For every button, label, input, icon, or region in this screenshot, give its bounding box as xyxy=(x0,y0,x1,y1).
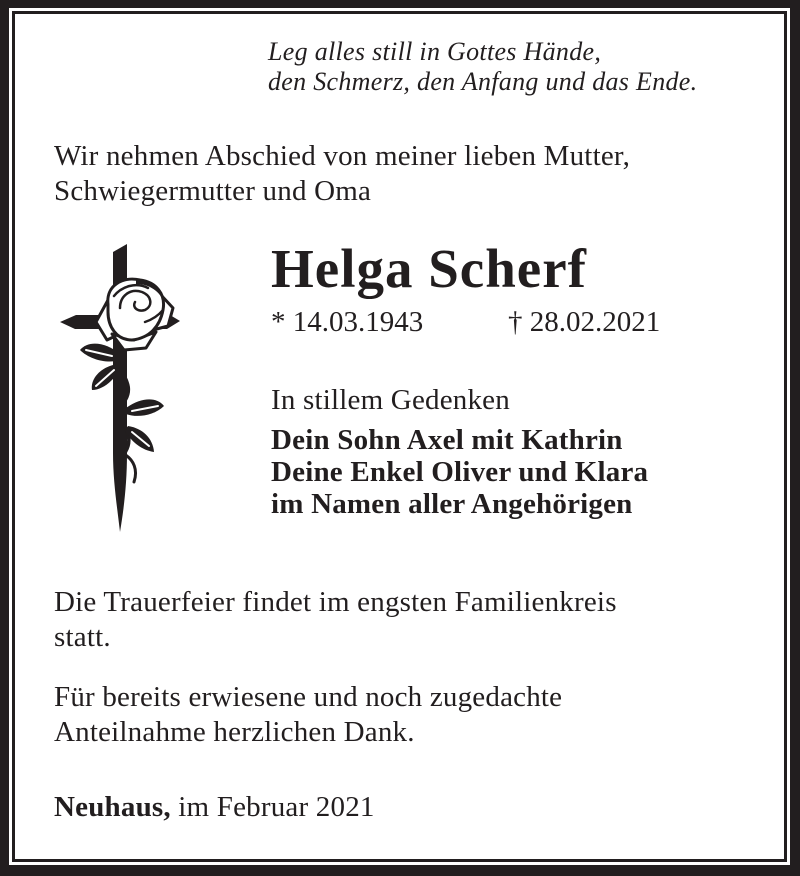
mourner-line-3: im Namen aller Angehörigen xyxy=(271,488,633,520)
thanks-note-line-2: Anteilnahme herzlichen Dank. xyxy=(54,716,415,748)
epigraph-line-2: den Schmerz, den Anfang und das Ende. xyxy=(268,67,698,96)
death-date: † 28.02.2021 xyxy=(508,306,661,338)
deceased-name: Helga Scherf xyxy=(271,238,587,299)
epigraph xyxy=(268,37,697,97)
funeral-note-line-1: Die Trauerfeier findet im engsten Familienkreis xyxy=(54,586,617,618)
thanks-note-line-1: Für bereits erwiesene und noch zugedachte xyxy=(54,681,563,713)
funeral-note-line-2: statt. xyxy=(54,621,111,653)
mourner-line-1: Dein Sohn Axel mit Kathrin xyxy=(271,424,623,456)
birth-date: * 14.03.1943 xyxy=(271,306,424,338)
epigraph-line-1: Leg alles still in Gottes Hände, xyxy=(268,37,602,66)
intro-line-1: Wir nehmen Abschied von meiner lieben Mutter, xyxy=(54,140,631,172)
place-date-line xyxy=(54,790,375,824)
mourners-block xyxy=(271,424,648,520)
place: Neuhaus, xyxy=(54,791,171,823)
funeral-note xyxy=(54,585,617,655)
date: im Februar 2021 xyxy=(170,791,375,823)
remembrance-line: In stillem Gedenken xyxy=(271,384,510,416)
intro-text xyxy=(54,139,630,209)
thanks-note xyxy=(54,680,562,750)
intro-line-2: Schwiegermutter und Oma xyxy=(54,175,372,207)
cross-rose-icon xyxy=(50,238,190,538)
mourner-line-2: Deine Enkel Oliver und Klara xyxy=(271,456,649,488)
